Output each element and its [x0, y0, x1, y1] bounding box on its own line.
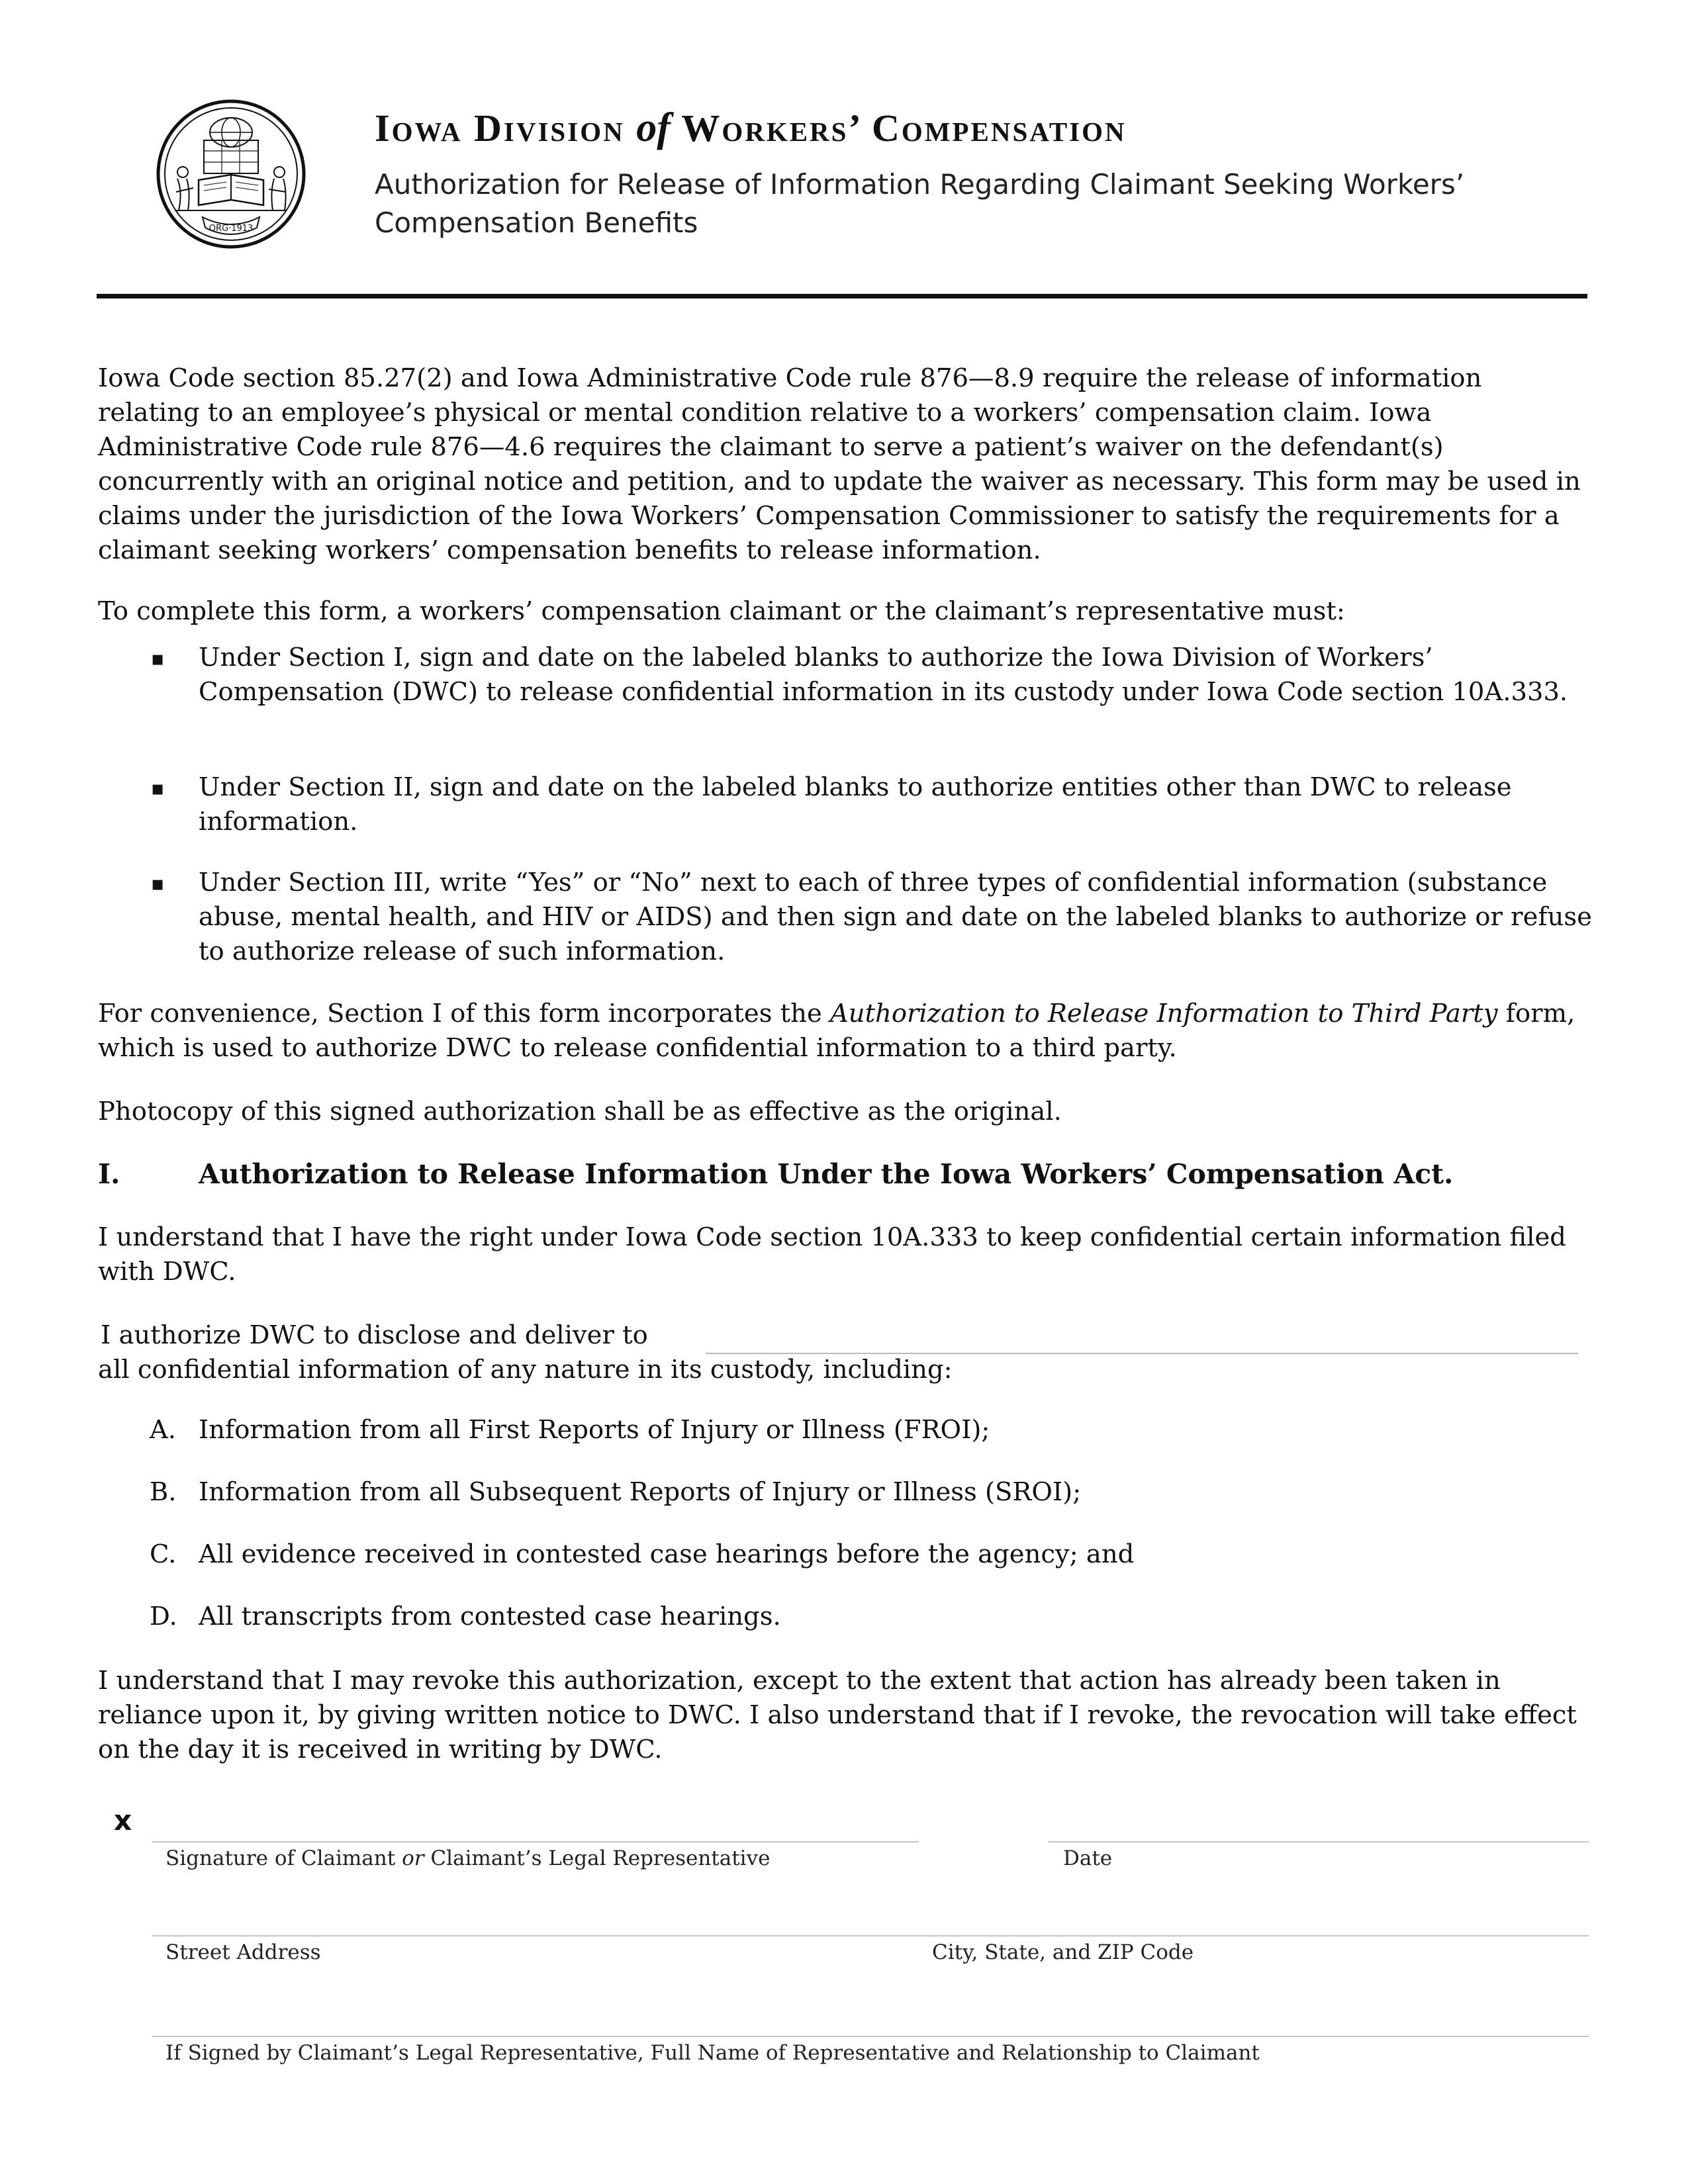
intro-paragraph-2: To complete this form, a workers’ compensation claimant or the claimant’s representative must:: [98, 596, 1345, 626]
p3-tail: form, which is used to authorize DWC to release confidential information to a third party.: [98, 999, 1575, 1063]
org-name-part1: Iowa Division: [375, 107, 625, 150]
item-letter-d: D.: [150, 1602, 177, 1631]
intro-paragraph-4: Photocopy of this signed authorization shall be as effective as the original.: [98, 1097, 1062, 1126]
instruction-bullet-3: Under Section III, write “Yes” or “No” next to each of three types of confidential information (substance abuse, mental health, and HIV or AIDS) and then sign and date on the labeled blanks to authorize or refuse to authorize release of such information.: [199, 868, 1592, 966]
representative-label: If Signed by Claimant’s Legal Representative, Full Name of Representative and Relationship to Claimant: [165, 2041, 1260, 2065]
seal-text: ORG·1913: [209, 224, 254, 234]
signature-field[interactable]: [152, 1841, 919, 1843]
item-evidence: All evidence received in contested case hearings before the agency; and: [199, 1539, 1135, 1569]
street-city-field[interactable]: [152, 1935, 1589, 1936]
p3-lead: For convenience, Section I of this form incorporates the: [98, 999, 830, 1028]
intro-paragraph-1: Iowa Code section 85.27(2) and Iowa Administrative Code rule 876—8.9 require the release of information relating to an employee’s physical or mental condition relative to a workers’ compensation claim. Iowa Administrative Code rule 876—4.6 requires the claimant to serve a patient’s waiver on the defendant(s) concurrently with an original notice and petition, and to update the waiver as necessary. This form may be used in claims under the jurisdiction of the Iowa Workers’ Compensation Commissioner to satisfy the requirements for a claimant seeking workers’ compensation benefits to release information.: [98, 363, 1581, 565]
bullet-square-icon: ▪: [151, 872, 165, 895]
signature-label-part1: Signature of Claimant: [165, 1846, 402, 1870]
instruction-bullet-1: Under Section I, sign and date on the labeled blanks to authorize the Iowa Division of Workers’ Compensation (DWC) to release confidential information in its custody under Iowa Code section 10A.333.: [199, 643, 1568, 707]
representative-name-field[interactable]: [152, 2036, 1589, 2037]
intro-paragraph-3: [98, 997, 1591, 1066]
section-1-paragraph-1: I understand that I have the right under Iowa Code section 10A.333 to keep confidential certain information filed with DWC.: [98, 1222, 1566, 1287]
signature-label: [165, 1846, 770, 1870]
item-letter-b: B.: [150, 1477, 177, 1507]
bullet-square-icon: ▪: [151, 777, 165, 800]
instruction-bullet-2: Under Section II, sign and date on the labeled blanks to authorize entities other than DWC to release information.: [199, 772, 1512, 837]
date-label: Date: [1063, 1846, 1113, 1870]
bullet-square-icon: ▪: [151, 647, 165, 670]
street-address-label: Street Address: [165, 1940, 321, 1964]
org-name-of: of: [636, 105, 671, 150]
city-state-zip-label: City, State, and ZIP Code: [932, 1940, 1194, 1964]
section-1-title: Authorization to Release Information Under the Iowa Workers’ Compensation Act.: [199, 1158, 1454, 1190]
item-sroi: Information from all Subsequent Reports of Injury or Illness (SROI);: [199, 1477, 1082, 1507]
organization-title: [375, 105, 1127, 152]
division-seal-logo: [156, 99, 306, 249]
date-field[interactable]: [1049, 1841, 1589, 1843]
org-name-part2: Workers’ Compensation: [681, 107, 1127, 150]
signature-label-or: or: [402, 1846, 424, 1870]
item-letter-c: C.: [150, 1539, 177, 1569]
deliver-to-lead: I authorize DWC to disclose and deliver to: [101, 1320, 648, 1350]
signature-label-part2: Claimant’s Legal Representative: [424, 1846, 771, 1870]
deliver-to-tail: all confidential information of any nature in its custody, including:: [98, 1355, 953, 1385]
header-divider: [97, 294, 1587, 298]
revocation-paragraph: I understand that I may revoke this authorization, except to the extent that action has already been taken in reliance upon it, by giving written notice to DWC. I also understand that if I revoke, the revocation will take effect on the day it is received in writing by DWC.: [98, 1666, 1577, 1764]
item-letter-a: A.: [150, 1415, 177, 1445]
signature-x-mark: x: [114, 1804, 132, 1837]
third-party-form-name: Authorization to Release Information to Third Party: [829, 999, 1498, 1028]
item-froi: Information from all First Reports of Injury or Illness (FROI);: [199, 1415, 990, 1445]
section-1-number: I.: [98, 1158, 120, 1190]
form-title: Authorization for Release of Information Regarding Claimant Seeking Workers’ Compensation Benefits: [375, 168, 1465, 239]
item-transcripts: All transcripts from contested case hearings.: [199, 1602, 781, 1631]
